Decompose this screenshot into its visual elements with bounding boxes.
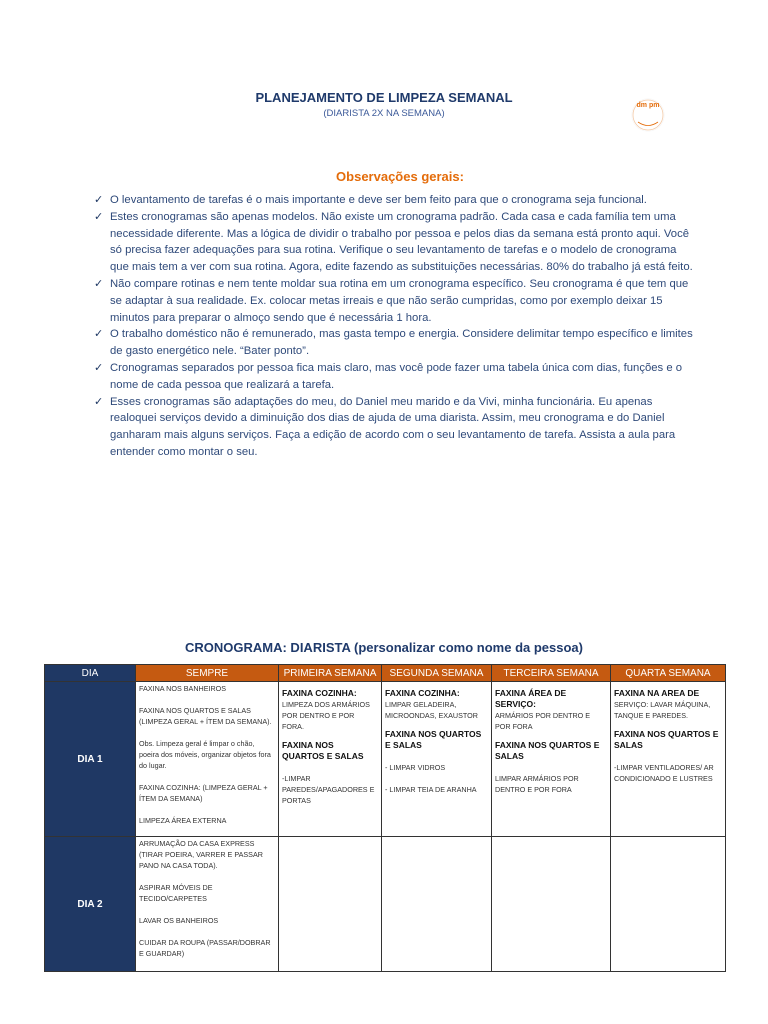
sempre-cell: [136, 837, 279, 972]
checkmark-icon: ✓: [94, 194, 104, 206]
schedule-title: CRONOGRAMA: DIARISTA (personalizar como nome da pessoa): [185, 640, 583, 655]
list-item: ✓ Estes cronogramas são apenas modelos. Não existe um cronograma padrão. Cada casa e cada família tem uma necessidade diferente. Mas a lógica de dividir o trabalho por pessoa e pelos dias da semana está pronto aqui. Você só precisa fazer adequações para sua rotina. Verifique o seu levantamento de tarefas e o modelo de cronograma que mais tem a ver com sua rotina. Agora, edite fazendo as substituições necessárias. 80% do trabalho já está feito.: [94, 210, 693, 274]
task-text: - LIMPAR TEIA DE ARANHA: [385, 785, 477, 794]
semana-2-cell: [382, 682, 492, 837]
task-text: LIMPEZA DOS ARMÁRIOS POR DENTRO E POR FORA.: [282, 700, 370, 731]
list-item: ✓ Não compare rotinas e nem tente moldar sua rotina em um cronograma específico. Seu cronograma é que tem que se adaptar à sua realidade. Ex. colocar metas irreais e que não serão cumpridas, como por exemplo deixar 15 minutos para preparar o almoço sendo que é necessária 1 hora.: [94, 277, 689, 324]
column-header-semana-2: SEGUNDA SEMANA: [382, 665, 492, 682]
task-text: FAXINA COZINHA: (LIMPEZA GERAL + ÍTEM DA SEMANA): [139, 783, 268, 803]
task-heading: FAXINA NOS QUARTOS E SALAS: [282, 740, 364, 761]
column-header-semana-1: PRIMEIRA SEMANA: [279, 665, 382, 682]
task-heading: FAXINA NA AREA DE: [614, 688, 700, 698]
list-item: ✓ O levantamento de tarefas é o mais importante e deve ser bem feito para que o cronograma seja funcional.: [94, 192, 694, 209]
checkmark-icon: ✓: [94, 210, 104, 223]
page-title: PLANEJAMENTO DE LIMPEZA SEMANAL: [255, 90, 513, 105]
list-item: ✓ O trabalho doméstico não é remunerado, mas gasta tempo e energia. Considere delimitar tempo específico e limites de gasto energético nele. “Bater ponto”.: [94, 328, 693, 358]
task-heading: FAXINA ÁREA DE SERVIÇO:: [495, 688, 567, 709]
task-text: -LIMPAR PAREDES/APAGADORES E PORTAS: [282, 774, 375, 805]
task-text: SERVIÇO: LAVAR MÁQUINA, TANQUE E PAREDES.: [614, 700, 711, 720]
semana-3-cell: [492, 837, 611, 972]
column-header-semana-3: TERCEIRA SEMANA: [492, 665, 611, 682]
brand-logo: [632, 99, 664, 131]
task-heading: FAXINA COZINHA:: [282, 688, 357, 698]
checkmark-icon: ✓: [94, 395, 104, 408]
column-header-sempre: SEMPRE: [136, 665, 279, 682]
list-item: ✓ Cronogramas separados por pessoa fica mais claro, mas você pode fazer uma tabela única com dias, funções e o nome de cada pessoa que realizará a tarefa.: [94, 361, 683, 391]
page-subtitle: (DIARISTA 2X NA SEMANA): [323, 108, 445, 119]
task-text: ASPIRAR MÓVEIS DE TECIDO/CARPETES: [139, 883, 213, 903]
task-heading: FAXINA NOS QUARTOS E SALAS: [495, 740, 600, 761]
schedule-table: [44, 664, 726, 972]
task-text: LIMPEZA ÁREA EXTERNA: [139, 816, 227, 825]
column-header-semana-4: QUARTA SEMANA: [611, 665, 726, 682]
checkmark-icon: ✓: [94, 277, 104, 290]
task-text: ARRUMAÇÃO DA CASA EXPRESS (TIRAR POEIRA, VARRER E PASSAR PANO NA CASA TODA).: [139, 839, 263, 870]
column-header-dia: DIA: [45, 665, 136, 682]
list-item: ✓ Esses cronogramas são adaptações do meu, do Daniel meu marido e da Vivi, minha funcionária. Eu apenas realoquei serviços devido a diminuição dos dias de ajuda de uma diarista. Assim, meu cronograma e do Daniel ganharam mais alguns serviços. Faça a edição de acordo com o seu levantamento de tarefa. Assista a aula para entender como montar o seu.: [94, 395, 676, 458]
sempre-cell: [136, 682, 279, 837]
observations-list: [94, 192, 694, 461]
task-heading: FAXINA NOS QUARTOS E SALAS: [614, 729, 719, 750]
checkmark-icon: ✓: [94, 328, 104, 341]
task-text: -LIMPAR VENTILADORES/ AR CONDICIONADO E LUSTRES: [614, 763, 714, 783]
task-text: LAVAR OS BANHEIROS: [139, 916, 219, 925]
task-text: LIMPAR GELADEIRA, MICROONDAS, EXAUSTOR: [385, 700, 478, 720]
table-row: [45, 837, 726, 972]
observations-title: Observações gerais:: [336, 169, 464, 184]
task-text: - LIMPAR VIDROS: [385, 763, 446, 772]
table-header-row: [45, 665, 726, 682]
task-text: FAXINA NOS QUARTOS E SALAS (LIMPEZA GERAL + ÍTEM DA SEMANA).: [139, 706, 272, 726]
semana-1-cell: [279, 682, 382, 837]
task-text: LIMPAR ARMÁRIOS POR DENTRO E POR FORA: [495, 774, 579, 794]
semana-1-cell: [279, 837, 382, 972]
checkmark-icon: ✓: [94, 361, 104, 374]
semana-4-cell: [611, 682, 726, 837]
semana-3-cell: [492, 682, 611, 837]
semana-4-cell: [611, 837, 726, 972]
task-text: FAXINA NOS BANHEIROS: [139, 684, 227, 693]
task-text: ARMÁRIOS POR DENTRO E POR FORA: [495, 711, 591, 731]
day-cell: DIA 2: [45, 837, 136, 972]
task-heading: FAXINA COZINHA:: [385, 688, 460, 698]
table-row: [45, 682, 726, 837]
task-heading: FAXINA NOS QUARTOS E SALAS: [385, 729, 482, 750]
task-text: Obs. Limpeza geral é limpar o chão, poeira dos móveis, organizar objetos fora do lugar.: [139, 739, 271, 770]
semana-2-cell: [382, 837, 492, 972]
logo-text: dm pm: [636, 102, 660, 109]
task-text: CUIDAR DA ROUPA (PASSAR/DOBRAR E GUARDAR): [139, 938, 271, 958]
day-cell: DIA 1: [45, 682, 136, 837]
